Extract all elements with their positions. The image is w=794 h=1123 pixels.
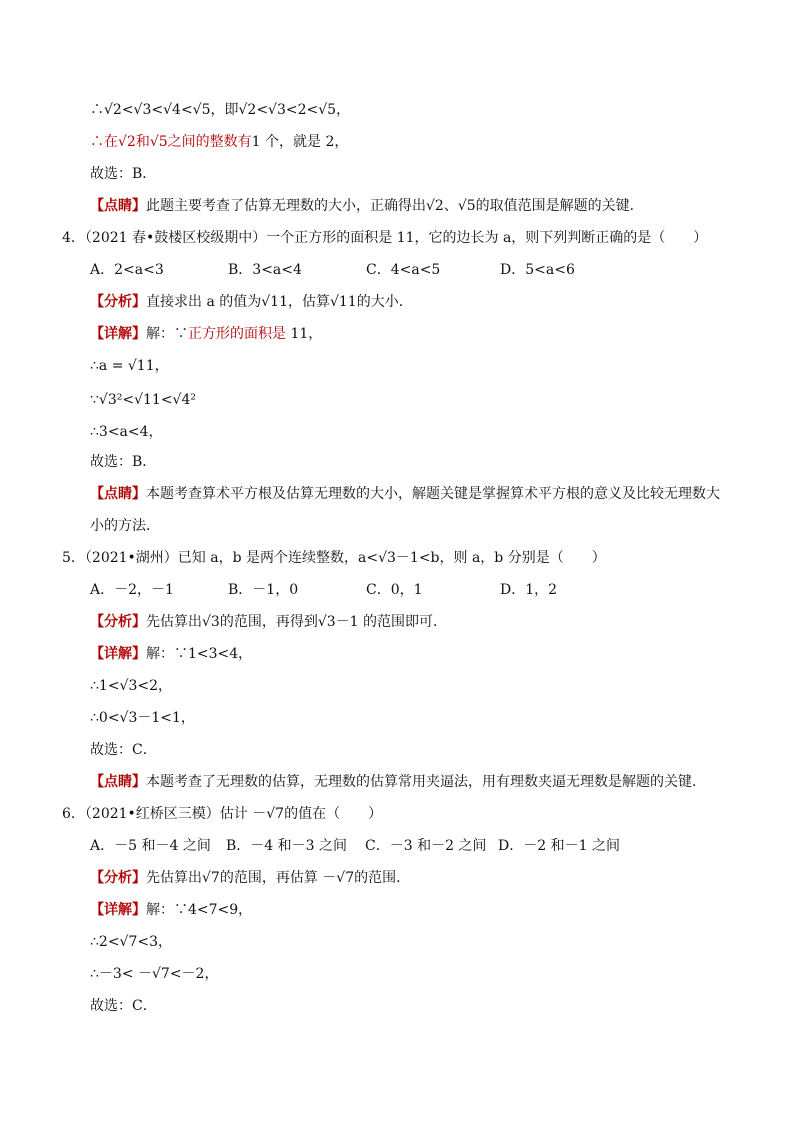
question-5-options <box>90 580 690 600</box>
detail-tag: 【详解】 <box>90 646 146 662</box>
question-4-stem: 4．（2021 春•鼓楼区校级期中）一个正方形的面积是 11，它的边长为 a，则下列判断正确的是（ ） <box>62 230 708 246</box>
question-4-answer: 故选：B． <box>90 454 157 470</box>
question-6-analysis <box>90 868 410 888</box>
option-d: D．1，2 <box>500 582 558 598</box>
analysis-tag: 【分析】 <box>90 294 146 310</box>
note-tag: 【点睛】 <box>90 774 146 790</box>
question-5-step-1: ∴1<√3<2， <box>90 678 173 694</box>
question-6-detail <box>90 900 252 920</box>
question-4-detail <box>90 324 322 344</box>
detail-text: 解：∵1<3<4， <box>146 646 253 662</box>
question-6-options <box>90 836 710 856</box>
analysis-text: 先估算出√7的范围，再估算 －√7的范围． <box>146 870 411 886</box>
option-a: A．－2，－1 <box>90 582 174 598</box>
question-5-step-2: ∴0<√3－1<1， <box>90 710 195 726</box>
note-tag: 【点睛】 <box>90 198 146 214</box>
analysis-text: 直接求出 a 的值为√11，估算√11的大小． <box>146 294 413 310</box>
question-4-analysis <box>90 292 413 312</box>
option-b: B．3<a<4 <box>228 262 302 278</box>
question-5-answer: 故选：C． <box>90 742 157 758</box>
detail-red-text: 正方形的面积是 <box>188 326 286 342</box>
note-text: 此题主要考查了估算无理数的大小，正确得出√2、√5的取值范围是解题的关键． <box>146 198 644 214</box>
question-6-stem: 6．（2021•红桥区三模）估计 －√7的值在（ ） <box>62 806 383 822</box>
question-4-step-3: ∴3<a<4， <box>90 424 163 440</box>
detail-tag: 【详解】 <box>90 902 146 918</box>
question-4-step-1: ∴a = √11， <box>90 358 169 374</box>
option-a: A．－5 和－4 之间 <box>90 838 211 854</box>
question-6-step-2: ∴－3< －√7<－2， <box>90 966 219 982</box>
detail-tag: 【详解】 <box>90 326 146 342</box>
option-d: D．－2 和－1 之间 <box>498 838 620 854</box>
option-c: C．4<a<5 <box>366 262 441 278</box>
solution-line-integer-between <box>90 132 348 152</box>
question-5-analysis <box>90 612 447 632</box>
question-5-stem: 5．（2021•湖州）已知 a，b 是两个连续整数，a<√3－1<b，则 a，b 分别是（ ） <box>62 550 606 566</box>
analysis-tag: 【分析】 <box>90 870 146 886</box>
analysis-tag: 【分析】 <box>90 614 146 630</box>
question-4-note-cont: 小的方法． <box>90 518 160 534</box>
detail-end-text: 11， <box>286 326 323 342</box>
option-d: D．5<a<6 <box>500 262 575 278</box>
question-4-note <box>90 484 720 504</box>
detail-text: 解：∵ <box>146 326 188 342</box>
option-a: A．2<a<3 <box>90 262 164 278</box>
question-4-step-2: ∵√3²<√11<√4² <box>90 392 196 408</box>
solution-line-rest-text: 1 个，就是 2， <box>251 134 349 150</box>
detail-text: 解：∵4<7<9， <box>146 902 253 918</box>
analysis-text: 先估算出√3的范围，再得到√3－1 的范围即可． <box>146 614 448 630</box>
note-text: 本题考查算术平方根及估算无理数的大小，解题关键是掌握算术平方根的意义及比较无理数大 <box>146 486 720 502</box>
answer-line: 故选：B． <box>90 166 157 182</box>
note-tag: 【点睛】 <box>90 486 146 502</box>
note-line <box>90 196 644 216</box>
solution-line-sqrt-chain: ∴√2<√3<√4<√5，即√2<√3<2<√5， <box>90 102 351 118</box>
question-6-answer: 故选：C． <box>90 998 157 1014</box>
option-b: B．－1，0 <box>228 582 299 598</box>
question-5-note <box>90 772 706 792</box>
option-c: C．－3 和－2 之间 <box>365 838 487 854</box>
question-4-options <box>90 260 690 280</box>
question-5-detail <box>90 644 252 664</box>
note-text: 本题考查了无理数的估算，无理数的估算常用夹逼法，用有理数夹逼无理数是解题的关键． <box>146 774 706 790</box>
option-c: C．0，1 <box>366 582 423 598</box>
solution-line-red-text: ∴在√2和√5之间的整数有 <box>90 134 252 150</box>
option-b: B．－4 和－3 之间 <box>226 838 348 854</box>
question-6-step-1: ∴2<√7<3， <box>90 934 173 950</box>
